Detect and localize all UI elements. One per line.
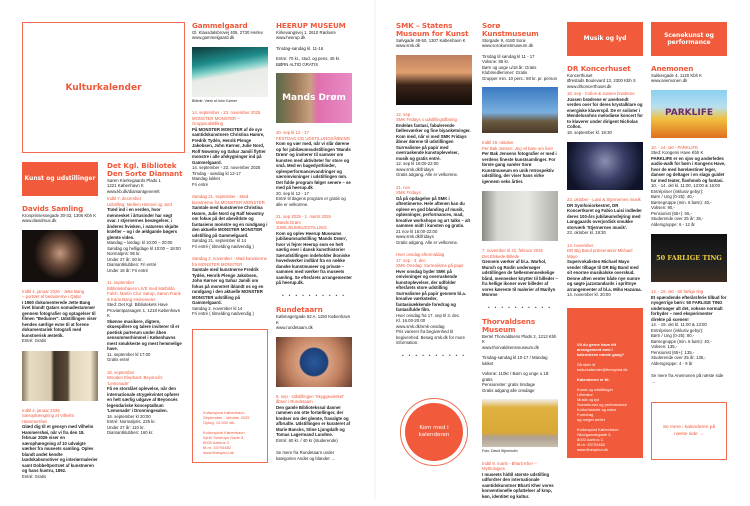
museum-building-photo bbox=[482, 399, 558, 447]
event-info: Gratis adgang. Alle er velkomne. bbox=[396, 239, 459, 245]
photo-caption: Foto: David Stjernholm bbox=[482, 449, 518, 454]
event-heading: JUBILÆUMSUDSTILLING bbox=[276, 225, 327, 231]
info-group bbox=[577, 427, 633, 452]
info-line: Kulturhistorie og natur bbox=[577, 406, 617, 412]
event-heading: Indtil 19. oktober bbox=[482, 140, 514, 146]
venue-link[interactable]: www.davidmus.dk bbox=[22, 218, 57, 224]
venue-info: Gratis adgang alle onsdage bbox=[482, 387, 535, 393]
event-info: 23. oktober kl. 19:30 bbox=[567, 230, 606, 236]
event-info: Børnegruppe (min. 6 børn): 40,- bbox=[651, 199, 712, 205]
event-heading: Wooden Elephant: Beyoncés 'Lemonade' bbox=[107, 375, 163, 386]
event-heading: – portræt af beduinerne i Qatar bbox=[22, 294, 81, 300]
event-heading: Søndag 21. september - Mød kunstnerne fra MONSTER MONSTER bbox=[192, 194, 265, 205]
event-heading: 20. sep kl 12 - 17 bbox=[276, 130, 309, 136]
event-info: Fri entré ( tilmelding nødvendig ) bbox=[192, 311, 254, 317]
event-heading: 23. oktober - Luisi & Stjernernes musik bbox=[567, 197, 641, 203]
event-item bbox=[567, 91, 643, 135]
event-description: Hver onsdag byder SMK på omvisninger og overraskende kunstoplevelser, der udfolder efterårets store udstilling Surrealisme på papir gennem bl.a. kreative værksteder, fantasivækkende foredrag og fantasifulde film. bbox=[396, 268, 466, 313]
event-item bbox=[567, 197, 643, 236]
colophon-line: tlf-nr: 33793482 bbox=[203, 444, 232, 450]
dotted-divider: • • • • • • • • • • bbox=[488, 304, 552, 310]
50-farlige-ting-poster bbox=[651, 234, 727, 282]
event-info: Søndag 2. november kl 14 bbox=[192, 305, 243, 311]
event-description: Kom og vær med, når vi slår dørene op for jubilæumsudstillingen 'Mands Drøm' og inviterer til samvær om kunsten med aktiviteter for store og små. Med en bagedysthinder, oplevperformancevandringer og særomvisninger i udstillingen mm. Det fulde program følger senere – se med på heerup.dk bbox=[276, 141, 351, 191]
event-info: 14. september - 23. november 2025 bbox=[192, 165, 261, 171]
venue-info: Sølvgade 48-50, 1307 København K bbox=[396, 37, 466, 43]
event-info: 14. - 19. okt kl. 11:00 & 13:00 bbox=[651, 322, 707, 328]
event-description: Få en storslået oplevelse, når den internationale strygekvintet opfører en helt særlig udgave af Beyoncés legendariske konceptalbum 'Lemonade' i Dronningesalen. bbox=[107, 386, 180, 414]
venue-info: BØRN ALTID GRATIS bbox=[276, 61, 319, 67]
event-heading: Indtil 8. marts - Bharti Kher – Mythologies bbox=[482, 460, 537, 472]
column-4 bbox=[276, 22, 352, 461]
event-heading: MONSTER MONSTER – Gruppeudstilling bbox=[192, 115, 240, 127]
venue-link[interactable]: www.smk.dk bbox=[396, 43, 420, 49]
venue-block bbox=[22, 205, 98, 224]
venue-info: Børn og unge u/18 år: Gratis bbox=[482, 64, 537, 70]
event-item bbox=[276, 130, 352, 207]
colophon-line: Oplag: 10.000 stk. bbox=[203, 419, 236, 425]
colophon-line: Kjeld Tolstrups Gade 3, bbox=[203, 434, 245, 440]
venue-link[interactable]: www.anemonen.dk bbox=[651, 78, 688, 84]
venue-link[interactable]: www.thorvaldsensmuseum.dk bbox=[482, 344, 539, 350]
event-item bbox=[107, 370, 183, 436]
category-header: Scenekunst og performance bbox=[651, 22, 727, 56]
event-description: Den gamle Bibliotekssal danner rammen om otte fortællinger, der kredser om det glemte, fravalgte og afbrudte. Udstillingen er kurateret af Marie Bancks, Stine Ljungdalh og Tomas Lagermand Lundme. bbox=[276, 404, 351, 438]
info-line: 8000 Aarhus C bbox=[577, 436, 604, 442]
event-heading: 11. september bbox=[107, 280, 135, 286]
venue-link[interactable]: www.heerup.dk bbox=[276, 35, 306, 41]
see-more-link[interactable]: Se mere fra Rundetaarn under kategorien Andet og blandet → bbox=[276, 450, 336, 461]
event-info: Entrépriser (inklusiv gebyr): bbox=[651, 327, 704, 333]
event-info: Børnegruppe (min. 6 børn): 40,- bbox=[651, 338, 712, 344]
info-group bbox=[577, 362, 633, 372]
poster-title: Mands Drøm bbox=[282, 92, 346, 103]
info-line: Så skriv til bbox=[577, 361, 596, 367]
portrait-photo bbox=[22, 230, 98, 282]
event-description: Kom og oplev Heerup Museums jubilæumsudstilling 'Mands Drøm', hvor vi fejrer Heerup som en helt særlig ener i dansk kunsthistorie! Særudstillingen indeholder ikoniske hovedværker indlånt fra en række danske kunstmuseer og private – sammen med værker fra museets samling. Se efterårets arrangementer på heerup.dk. bbox=[276, 230, 352, 286]
venue-block bbox=[192, 22, 268, 41]
category-header: Musik og lyd bbox=[567, 22, 643, 56]
event-heading: 18. sep - Collon & Jussen brødrene bbox=[567, 91, 635, 97]
dotted-divider: • • • • • • • • • • bbox=[282, 292, 346, 298]
open-doors-painting bbox=[22, 351, 98, 401]
venue-link[interactable]: www.sorokunstmuseum.dk bbox=[482, 43, 534, 49]
venue-link[interactable]: www.kb.dk/diamantgenerelt bbox=[107, 188, 160, 194]
event-heading: Udstilling: Mellem Himmel og Jord bbox=[107, 201, 172, 207]
event-heading: 14. - 19. okt - 50 farlige ting bbox=[651, 289, 704, 295]
event-heading: 21. sep 2025 - 1. marts 2026 bbox=[276, 214, 331, 220]
event-item bbox=[192, 256, 268, 317]
event-heading: Bibliotekshaven LIVE med Mathilda Falch, Martin Cluz Sørup, Søren Frank & Karin Bang Heinemeier bbox=[107, 285, 181, 302]
see-more-label: Se mere i kalenderen på næste side → bbox=[662, 425, 716, 438]
info-line: Kulturspind København bbox=[577, 426, 619, 432]
event-heading: Hver onsdag eftermiddag bbox=[396, 252, 445, 258]
column-5 bbox=[396, 22, 472, 466]
event-info: Fri entré bbox=[192, 181, 208, 187]
column-6 bbox=[482, 22, 558, 506]
event-item bbox=[276, 214, 352, 286]
venue-name: Det Kgl. Bibliotek Den Sorte Diamant bbox=[107, 161, 183, 178]
venue-block bbox=[396, 22, 472, 49]
event-item bbox=[22, 408, 98, 480]
venue-block bbox=[276, 306, 352, 330]
venue-name: Thorvaldsens Museum bbox=[482, 317, 535, 334]
event-item bbox=[482, 461, 558, 500]
event-info: Entré: Gratis bbox=[22, 473, 47, 479]
venue-info: Tirsdag-søndag kl 10-17 / Mandag lukket bbox=[482, 355, 548, 366]
event-description: DR Symfoniorkestret, DR Koncertkoret og Fabio Luisi indleder deres 100-års jubilæumsfejring med Langgaards overjordisk smukke storværk 'Stjernernes musik'. bbox=[567, 202, 642, 230]
venue-link[interactable]: www.rundetaarn.dk bbox=[276, 325, 313, 331]
event-item bbox=[396, 185, 472, 246]
venue-info: Koncerthuset bbox=[567, 72, 593, 78]
event-info: Under 18 år: Fri entré bbox=[107, 267, 149, 273]
event-description: I museets hidtil største udstilling udfordrer den internationale samtidskunstner Bharti Kher vores konventionelle opfattelser af krop, køn, identitet og kultur. bbox=[482, 471, 554, 499]
blue-circle-artwork bbox=[276, 337, 352, 387]
column-1 bbox=[22, 162, 98, 486]
event-info: Aldersgruppe: 4 - 9 år bbox=[651, 360, 693, 366]
wall-photo bbox=[482, 191, 558, 241]
venue-info: Kronprinsessegade 30-32, 1306 Kbh K bbox=[22, 212, 97, 218]
info-line: tlf-nr: 33793482 bbox=[577, 441, 606, 447]
event-info: Hver onsdag fra 17. sep til 3. dec. bbox=[396, 312, 461, 318]
landscape-photo bbox=[482, 87, 558, 133]
event-location: Proviantpassagen 1, 1218 København K bbox=[107, 307, 181, 319]
artwork-photo bbox=[192, 47, 268, 97]
event-heading: Indtil 4. januar 2026 - Jette Bang bbox=[22, 288, 85, 294]
colophon-line: www.finespind.dk bbox=[203, 449, 234, 455]
event-description: På MONSTER MONSTER af de syv samtidskunstnere Christina Hamre, Fredrik Tydén, Henrik Plenge Jakobsen, John Kørner, Julie Nord, Rolf Nowotny og Sahar Jamili flytter monstre i alle afskygninger ind på Gammelgaard. bbox=[192, 126, 266, 165]
event-heading: 14. september - 23. november 2025 bbox=[192, 110, 261, 116]
event-location: Sted: Kongens Have Kbh K bbox=[651, 150, 704, 156]
event-item bbox=[651, 289, 727, 366]
event-info: 16. september kl 20:00 bbox=[107, 413, 151, 419]
event-description: Supervokalisten Michael Mayo vender tilbage til DR Big Band med sit enorme musikalske overskud. Denne aften venter både nye numre og søgte jazzstandards i sprittnye arrangementer af bl.a. Miho Hazama. bbox=[567, 259, 642, 292]
venue-block bbox=[567, 65, 643, 89]
venue-info: Gl. Klausdalsbrovej 406, 2730 Herlev bbox=[192, 29, 263, 35]
venue-name: Anemonen bbox=[651, 64, 694, 73]
venue-link[interactable]: www.drkoncerthuset.dk bbox=[567, 83, 612, 89]
venue-name: SMK – Statens Museum for Kunst bbox=[396, 21, 469, 38]
event-item bbox=[396, 112, 472, 178]
venue-name: HEERUP MUSEUM bbox=[276, 21, 346, 30]
info-line: Kalenderen er til: bbox=[577, 376, 610, 382]
event-info: www.smk.dk/smk-onsdag bbox=[396, 323, 445, 329]
venue-block bbox=[482, 318, 558, 393]
event-info: Normalpris: 95 kr. bbox=[107, 251, 141, 257]
event-info: Mandag – lørdag: kl 10:00 – 20:00 bbox=[107, 240, 173, 246]
venue-name: DR Koncerhuset bbox=[567, 64, 631, 73]
venue-info: Voksne: 85 kr. bbox=[482, 59, 509, 65]
event-item bbox=[651, 145, 727, 228]
colophon-group bbox=[203, 430, 257, 455]
colophon-line: Kulturspind København bbox=[203, 429, 245, 435]
page-title: Kulturkalender bbox=[65, 82, 142, 93]
venue-info: Bertel Thorvaldsens Plads 2, 1213 Kbh K bbox=[482, 333, 557, 345]
event-info: 20. sep kl 12 - 17 bbox=[276, 190, 309, 196]
event-info: Diamantklubben: Fri entré bbox=[107, 262, 157, 268]
event-info: Aldersgruppe: 6 - 12 år bbox=[651, 221, 695, 227]
venue-name: Gammelgaard bbox=[192, 21, 248, 30]
event-info: Pensionist (65+): 65,- bbox=[651, 210, 692, 216]
event-info: Tirsdag - søndag kl 12-17 bbox=[192, 170, 241, 176]
event-info: Kl. 16.00-20.00 bbox=[396, 318, 426, 324]
venue-block bbox=[651, 65, 727, 84]
event-info: Voksen: 135,- bbox=[651, 344, 678, 350]
event-heading: Mands Drøm bbox=[276, 219, 301, 225]
venue-info: Sukkergade 4, 1120 Kbh K bbox=[651, 72, 703, 78]
venue-block bbox=[276, 22, 352, 67]
info-line: Foredrag bbox=[577, 411, 594, 417]
venue-block bbox=[482, 22, 558, 81]
venue-info: Købmagergade 52 A, 1150 København K bbox=[276, 314, 351, 325]
event-heading: 5. sep - Udstillingen 'Skyggeværket' åbner i Rundetaarn bbox=[276, 393, 345, 405]
venue-name: Davids Samling bbox=[22, 204, 84, 213]
info-group bbox=[577, 377, 633, 382]
see-more-link[interactable]: Se mere fra Anemonen på næste side → bbox=[651, 373, 724, 384]
event-item bbox=[482, 140, 558, 184]
event-description: Gå på opdagelse på SMK i aftentimerne. Hele aftenen kan du opleve en god blanding af musik, opløsninger, performances, mad, kreative workshops og art talks – alt sammen midt i kunsten og gratis. bbox=[396, 195, 471, 229]
info-line: Musik og lyd bbox=[577, 396, 600, 402]
poster-title: 50 FARLIGE TING bbox=[656, 253, 722, 262]
venue-info: Klubmedlemmer: Gratis bbox=[482, 70, 528, 76]
venue-info: Kirkevangsvej 1, 2610 Rødovre bbox=[276, 29, 336, 35]
event-info: 21 nov kl 16:00-22:00 bbox=[396, 228, 438, 234]
event-info: Gratis adgang. Alle er velkomne. bbox=[396, 172, 459, 178]
event-description: PARKLIFE er en sjov og anderledes audio-walk for børn i Kongens Have, hvor de med hørelæstiner leger, danser og deltager i en slags guidet tur med teater, flashmob og fantasi. bbox=[651, 155, 726, 183]
event-info: Studerende over 25 år: 135,- bbox=[651, 355, 706, 361]
see-more-calendar-button[interactable] bbox=[651, 402, 727, 460]
event-info: Børn / Ung (0-25): 80,- bbox=[651, 333, 695, 339]
event-heading: Per Bak Jensen: Jeg vil bare om livet bbox=[482, 145, 553, 151]
join-calendar-badge[interactable] bbox=[400, 398, 468, 466]
info-line: og meget andet bbox=[577, 416, 605, 422]
orchestra-photo bbox=[567, 142, 643, 190]
parklife-poster bbox=[651, 90, 727, 138]
crowd-photo bbox=[396, 55, 472, 105]
venue-info: Entre: 70 kr., stud. og pens. 45 kr. bbox=[276, 56, 341, 62]
event-heading: 21. nov bbox=[396, 184, 411, 190]
colophon-line: 8000 Aarhus C bbox=[203, 439, 230, 445]
event-description: Glæd dig til et gensyn med Vilhelm Hammershøi, når vi fra den 18. februar 2026 viser en særophængning af 10 udvalgte værker fra museets samling. Oplev blandt andet kendte landskabsmotiver og interiørmalerier samt Dobbeltportræt af kunstneren og hans hustru, 1892. bbox=[22, 424, 98, 474]
event-item bbox=[482, 248, 558, 298]
event-heading: 12. sep bbox=[396, 111, 411, 117]
info-line: Vil du gerne have dit arrangement med i kalenderen næste gang? bbox=[577, 341, 625, 357]
venue-block bbox=[107, 162, 183, 194]
event-info: Pris varierer fra begivenhed til begivenhed. Besøg smk.dk for more information. bbox=[396, 329, 466, 346]
event-description: Gennem værker af bl.a. Warhol, Munch og Rodin undersøger udstillingen de fællesmenneskelige bånd, mennesker knytter til billeder – fra hellige ikoner over billeder af vores kæreste til malerier af Marilyn Monroe bbox=[482, 259, 558, 298]
event-info: Under 27 år: 60 kr. bbox=[107, 256, 143, 262]
venue-info: Grupper min. 10 pers.: 80 kr. pr. person bbox=[482, 75, 557, 81]
join-calendar-label: Kom med i kalenderen bbox=[405, 403, 463, 461]
event-item bbox=[276, 394, 352, 444]
event-description: Endeløs fantasi, fabulerende fællesværker og fine biyanketninger. Kom med, når vi med SMK Fridays åbner dørene til udstillingen Surrealisme på papir med overraskende kunstoplevelser, musik og gratis entré. bbox=[396, 122, 471, 161]
category-header: Kunst og udstillinger bbox=[22, 162, 98, 196]
submit-event-box bbox=[567, 308, 643, 458]
event-info: Søndag 21. september kl 14 bbox=[192, 238, 246, 244]
event-info: Børn / Ung (0-25): 40,- bbox=[651, 194, 695, 200]
venue-name: Rundetaarn bbox=[276, 305, 323, 315]
event-item bbox=[192, 194, 268, 249]
event-heading: Indtil 4. januar 2026 bbox=[22, 407, 60, 413]
event-info: 18. september kl. 19:30 bbox=[567, 129, 612, 135]
hero-title-box bbox=[22, 22, 185, 153]
event-item bbox=[107, 280, 183, 363]
event-info: Entré: Normalpris: 225 kr. bbox=[107, 419, 156, 425]
event-heading: DR Big Band præsenterer Michael Mayo bbox=[567, 248, 633, 259]
event-info: Entré: 60 kr. / 40 kr (studerende) bbox=[276, 437, 338, 443]
event-heading: 10. - 14. okt - PARKLIFE bbox=[651, 144, 698, 150]
event-info: www.smk.dk/fridays bbox=[396, 234, 434, 240]
photo-caption: Billede: Værk af John Kørner bbox=[192, 98, 237, 103]
event-item bbox=[22, 289, 98, 344]
poster-title: PARKLIFE bbox=[664, 108, 714, 119]
contact-link[interactable]: www.finespind.dk bbox=[577, 446, 608, 452]
event-info: www.smk.dk/fridays bbox=[396, 166, 434, 172]
info-group bbox=[577, 342, 633, 357]
event-info: 14. november kl. 20:00 bbox=[567, 292, 611, 298]
venue-info: Ørestads Boulevard 13, 2300 Kbh S bbox=[567, 78, 636, 84]
venue-link[interactable]: www.gammelgaard.dk bbox=[192, 35, 235, 41]
mands-droem-poster bbox=[276, 73, 352, 123]
colophon-line: Kulturspind København bbox=[203, 409, 245, 415]
event-heading: SMK Onsdag: Surrealisme på papir bbox=[396, 263, 464, 269]
column-2 bbox=[107, 162, 183, 443]
venue-info: Tirsdag-søndag kl. 11-16 bbox=[276, 45, 324, 51]
dotted-divider: • • • • • • • • • • bbox=[402, 352, 466, 358]
event-info: Entré: Gratis bbox=[22, 338, 47, 344]
event-heading: Særophængning af Vilhelm Hammershøi bbox=[22, 413, 74, 424]
event-info: 10. - 14. okt kl. 11:00, 13:00 & 16:00 bbox=[651, 183, 720, 189]
event-heading: Indtil 7. december bbox=[107, 196, 142, 202]
event-info: Entrépriser (inklusiv gebyr): bbox=[651, 188, 704, 194]
info-group bbox=[577, 387, 633, 422]
column-3 bbox=[192, 22, 268, 463]
venue-info: 1221 København K bbox=[107, 183, 144, 189]
event-location: Sted: Det Kgl. Bibliotekets Have bbox=[107, 302, 168, 308]
venue-name: Sorø Kunstmuseum bbox=[482, 21, 539, 38]
event-description: Et spændende efterårsferie tilbud for nysgerrige børn: 50 FARLIGE TING undersøger alt det, voksne normalt forbyder – med eksperimenter direkte på scenen! bbox=[651, 294, 727, 322]
contact-link[interactable]: kulturkalender@finespind.dk bbox=[577, 366, 628, 372]
page-fold bbox=[374, 0, 376, 500]
event-item bbox=[192, 110, 268, 187]
venue-info: Tirsdag til søndag kl 11 - 17 bbox=[482, 53, 535, 59]
event-heading: 7. november til 22. februar 2026 bbox=[482, 248, 543, 254]
event-item bbox=[107, 196, 183, 273]
column-7 bbox=[567, 22, 643, 458]
event-item bbox=[396, 252, 472, 346]
info-line: Litteratur bbox=[577, 391, 593, 397]
event-info: Søndag og helligdage kl 10:00 – 18:00 bbox=[107, 245, 181, 251]
event-description: Jussen brødrene er anerkendt verden over for deres krystalklare og energiske klaverspil. De er solister i Mendelssohns melodiøse koncert for to klaverer under dirigent Nicholas Collon. bbox=[567, 96, 643, 130]
venue-info: Voksne: 110kr / Børn og unge u 18: gratis bbox=[482, 371, 550, 382]
event-heading: Det Elskede Billede bbox=[482, 253, 520, 259]
event-heading: 14. november bbox=[567, 242, 594, 248]
event-info: Pensionist (65+): 135,- bbox=[651, 349, 695, 355]
info-line: Skovgaardsgade 3, bbox=[577, 431, 612, 437]
event-heading: 17. sep - 3. dec bbox=[396, 257, 426, 263]
colophon-line: September - oktober 2025 bbox=[203, 414, 250, 420]
venue-info: Storgade 9, 4180 Sorø bbox=[482, 37, 526, 43]
event-info: Studerende over 25 år: 35,- bbox=[651, 216, 704, 222]
event-info: 12. sep kl 16:00-22:00 bbox=[396, 161, 439, 167]
event-info: Diamantklubben: 160 kr. bbox=[107, 430, 154, 436]
event-heading: SMK Fridays bbox=[396, 190, 421, 196]
event-heading: 16. september bbox=[107, 369, 135, 375]
event-item bbox=[567, 243, 643, 298]
event-info: Voksen: 90,- bbox=[651, 205, 675, 211]
venue-info: Pensionister: gratis tirsdage bbox=[482, 382, 536, 388]
event-info: Entré til dagens program er gratis og alle er velkomne. bbox=[276, 196, 346, 207]
info-line: Scenekunst og performance bbox=[577, 401, 628, 407]
event-description: I 1960 dokumenterede Jette Bang livet blandt Qatars nomadestammer gennem fotografier og optagelser til filmen "Beduiner". Udstillingen viser hendes særlige evne til at forene dokumentarisk fotografi med kunstnerisk æstetik. bbox=[22, 299, 97, 338]
event-description: Samtale med kunstnerne Christina Hamre, Julie Nord og Ralf Nowotny om fokus på det abevildste og fantasiens monstre og en rundgang i den aktuelle MONSTER MONSTER udstilling på Gammelgaard. bbox=[192, 205, 268, 238]
event-heading: Søndag 2. november - Mød kunstnerne fra MONSTER MONSTER bbox=[192, 256, 267, 267]
column-8 bbox=[651, 22, 727, 460]
event-description: Træd ind i en verden, hvor mennesket i årtusinder har søgt svar. I stjernernes bevægelser, i ånderes hvisken, i naturens skjulte kræfter – og i de ældgamle bøgers glemte viden. bbox=[107, 207, 179, 240]
event-heading: FESTDAG OG UDSTILLINGSÅBNING bbox=[276, 135, 351, 141]
event-description: Per Bak Jensens fotografier er med i verdens fineste kunstsamlinger. For første gang samler Sorø Kunstmuseum en unik retrospektiv udstilling, der viser hans virke igennem seks årtier. bbox=[482, 151, 557, 184]
event-info: Fri entré ( tilmelding nødvendig ) bbox=[192, 243, 254, 249]
event-heading: SMK Fridays x udstillingsåbning bbox=[396, 117, 457, 123]
venue-info: Søren Kierkegaards Plads 1 bbox=[107, 177, 161, 183]
colophon-group bbox=[203, 410, 257, 425]
event-description: Samtale med kunstnerne Fredrik Tydén, Henrik Plenge Jakobsen, John Kørner og Sahar Jamili om fokus på monstret iblandt os og en rundgang i den aktuelle MONSTER MONSTER udstilling på Gammelgaard. bbox=[192, 267, 264, 306]
event-info: Mandag lukket bbox=[192, 176, 220, 182]
event-info: Under 27 år: 110 kr. bbox=[107, 424, 145, 430]
event-info: 11. september kl 17:00 bbox=[107, 351, 151, 357]
event-description: Skønne musikere, digtere, skuespillere og talere inviterer til et poetisk parterum under åben sensommerhimmel i Københavns mest smukkeste og mest hemmelige have. bbox=[107, 318, 182, 352]
info-line: Kunst og udstillinger bbox=[577, 386, 614, 392]
colophon-box bbox=[192, 329, 268, 463]
event-info: Gratis entré bbox=[107, 357, 130, 363]
